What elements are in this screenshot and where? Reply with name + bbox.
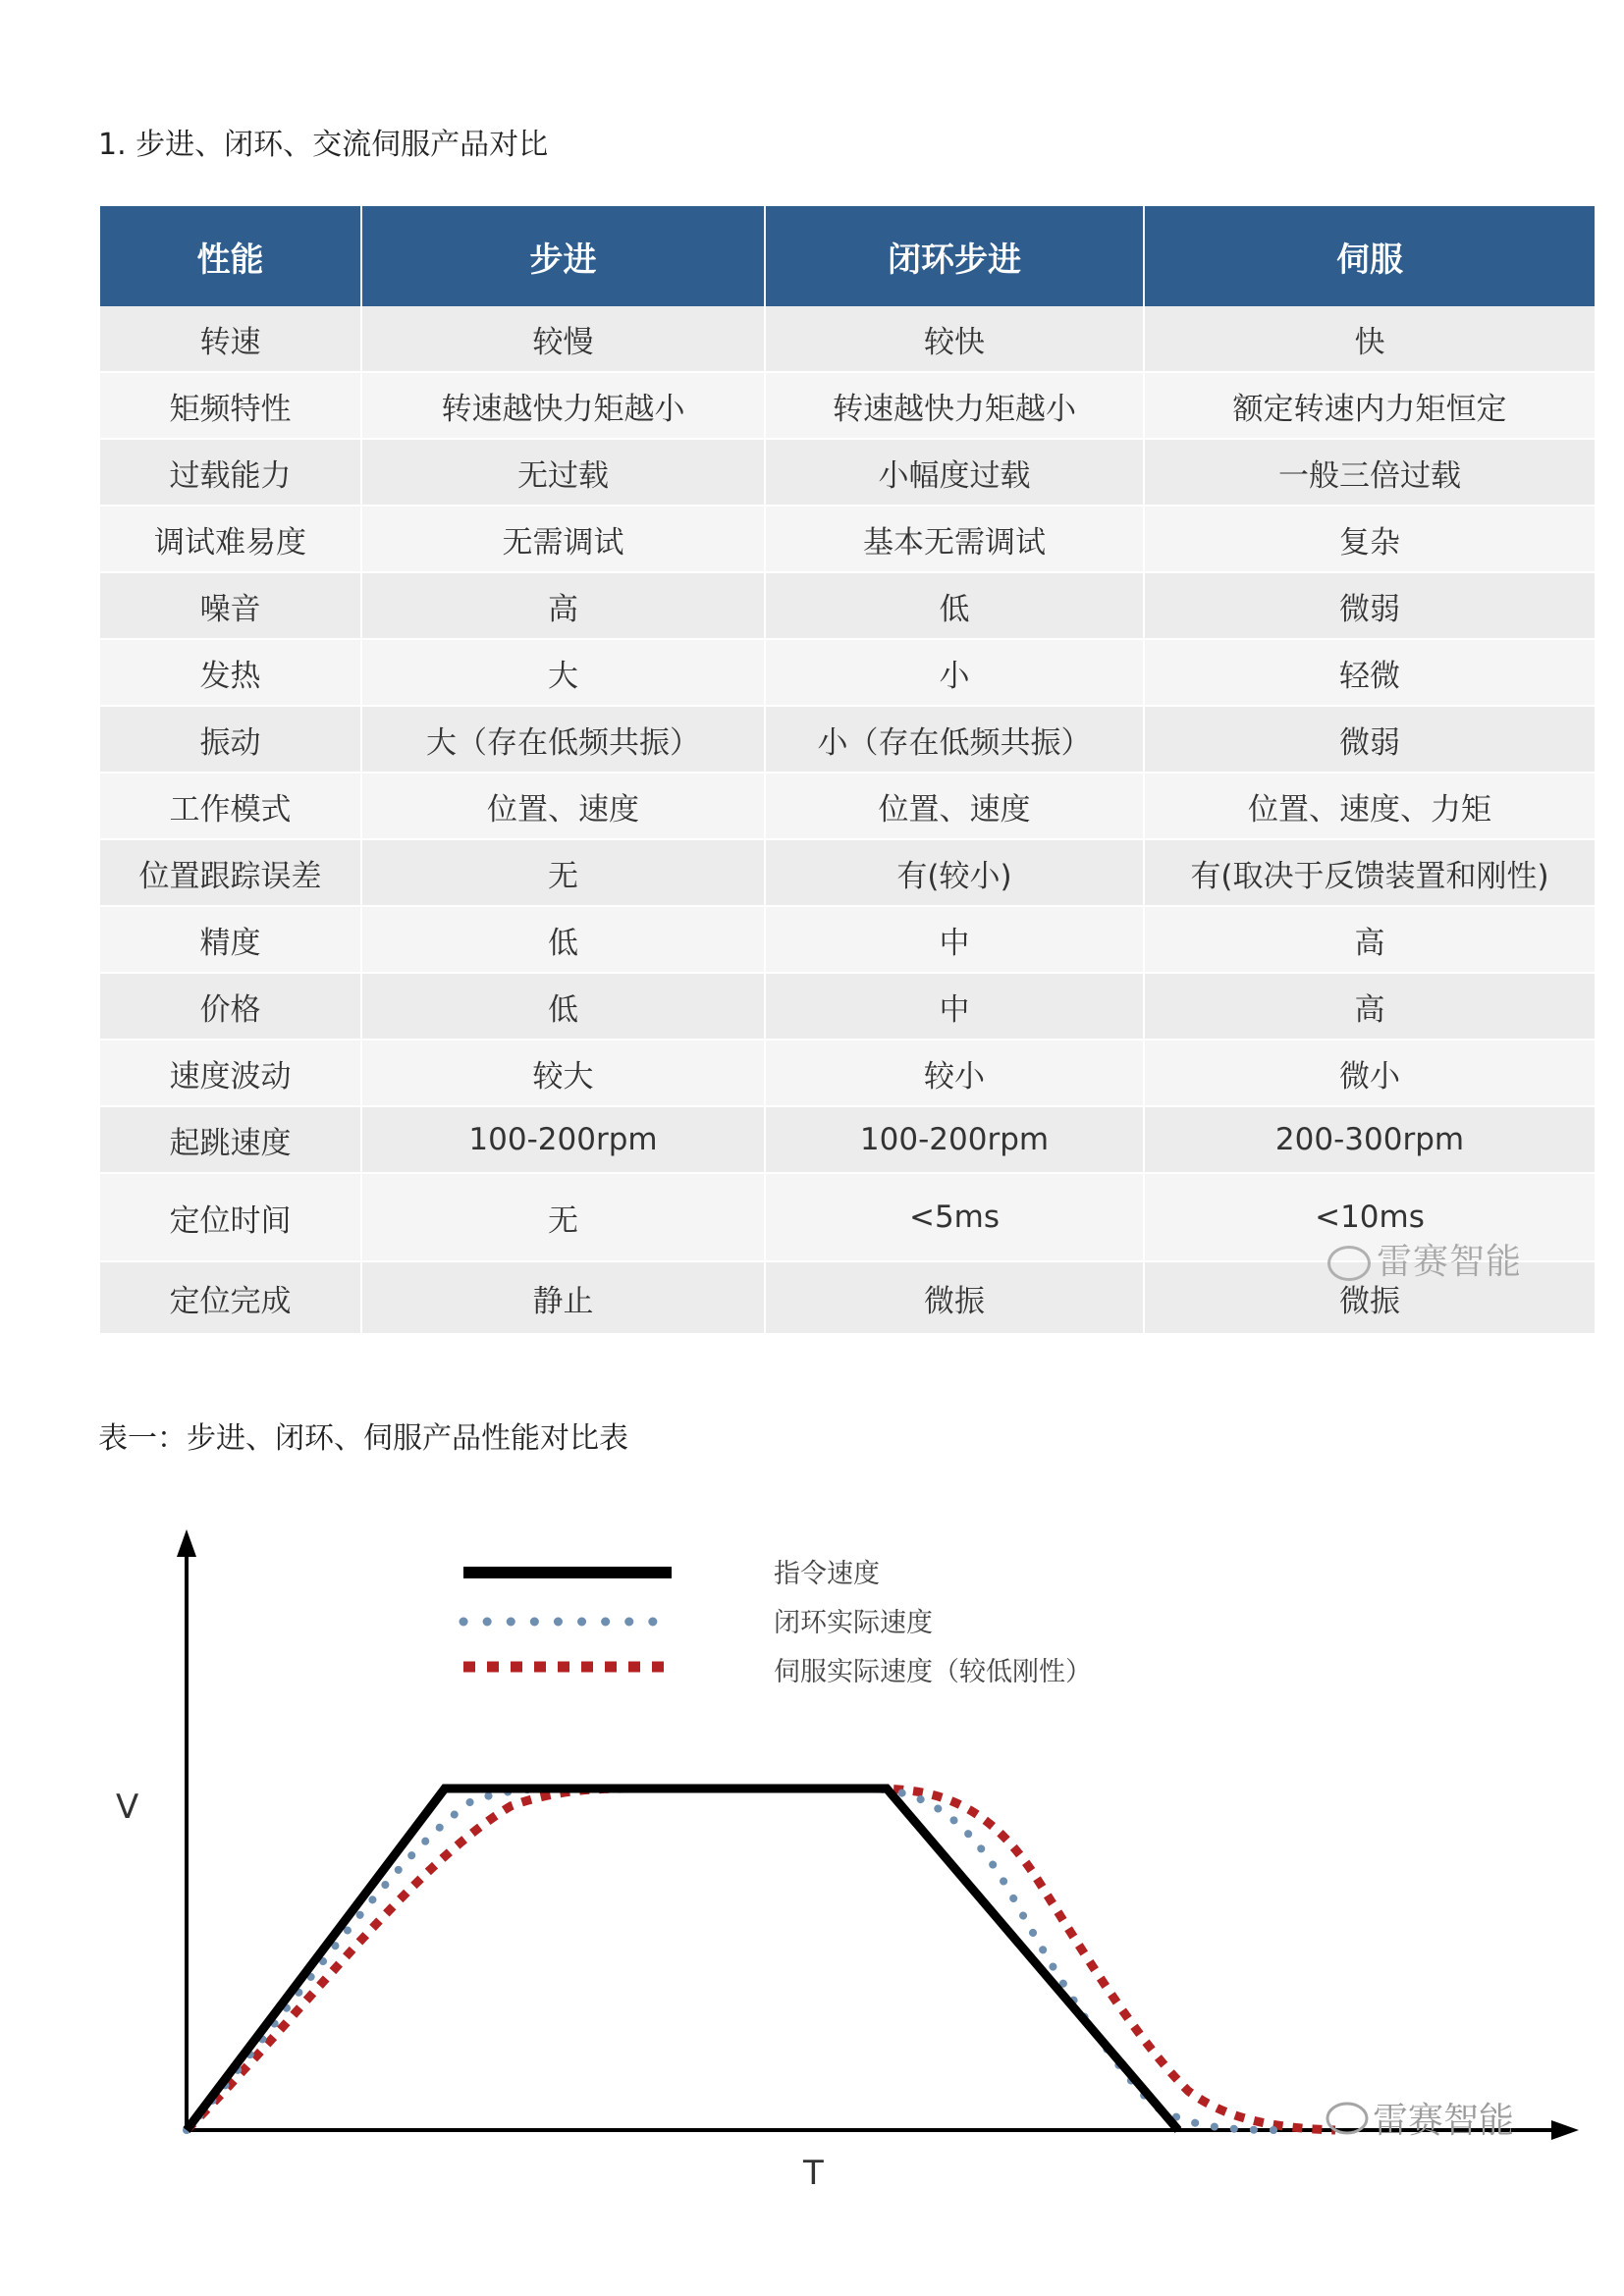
chart-legend — [463, 1559, 1092, 1687]
table-cell: 发热 — [100, 639, 361, 706]
table-cell: 位置、速度、力矩 — [1144, 773, 1595, 839]
table-cell: 100-200rpm — [765, 1106, 1144, 1173]
table-cell: 中 — [765, 906, 1144, 973]
legend-label: 伺服实际速度（较低刚性） — [774, 1657, 1092, 1687]
table-cell: 速度波动 — [100, 1040, 361, 1106]
table-row — [100, 773, 1595, 839]
legend-label: 指令速度 — [774, 1559, 880, 1589]
legend-label: 闭环实际速度 — [774, 1608, 933, 1638]
table-cell: 位置、速度 — [765, 773, 1144, 839]
table-cell: 定位完成 — [100, 1261, 361, 1334]
table-cell: 大（存在低频共振） — [361, 706, 765, 773]
table-cell: 转速 — [100, 306, 361, 372]
table-cell: 噪音 — [100, 572, 361, 639]
table-cell: 低 — [361, 906, 765, 973]
table-cell: 小 — [765, 639, 1144, 706]
x-axis-label: T — [803, 2154, 824, 2193]
table-row — [100, 572, 1595, 639]
y-axis-arrow — [177, 1529, 196, 1557]
table-cell: 振动 — [100, 706, 361, 773]
table-cell: 高 — [1144, 906, 1595, 973]
table-cell: 矩频特性 — [100, 372, 361, 439]
table-caption: 表一：步进、闭环、伺服产品性能对比表 — [98, 1421, 628, 1456]
table-cell: 额定转速内力矩恒定 — [1144, 372, 1595, 439]
table-header-row — [100, 206, 1595, 306]
table-cell: 微振 — [765, 1261, 1144, 1334]
table-cell: 价格 — [100, 973, 361, 1040]
table-cell: 无过载 — [361, 439, 765, 506]
table-cell: 100-200rpm — [361, 1106, 765, 1173]
table-cell: 转速越快力矩越小 — [765, 372, 1144, 439]
table-row — [100, 706, 1595, 773]
table-cell: 微弱 — [1144, 572, 1595, 639]
table-row — [100, 639, 1595, 706]
table-cell: 较大 — [361, 1040, 765, 1106]
table-cell: <5ms — [765, 1173, 1144, 1261]
table-cell: 200-300rpm — [1144, 1106, 1595, 1173]
table-cell: 高 — [361, 572, 765, 639]
table-cell: 微弱 — [1144, 706, 1595, 773]
table-header-cell: 闭环步进 — [765, 206, 1144, 306]
table-row — [100, 1106, 1595, 1173]
table-row — [100, 1040, 1595, 1106]
watermark-text: 雷赛智能 — [1373, 2101, 1515, 2141]
table-cell: 低 — [361, 973, 765, 1040]
table-cell: 无 — [361, 839, 765, 906]
series-closed-loop-curve — [187, 1789, 1276, 2130]
table-cell: 较快 — [765, 306, 1144, 372]
table-header-cell: 伺服 — [1144, 206, 1595, 306]
table-cell: 无 — [361, 1173, 765, 1261]
table-row — [100, 372, 1595, 439]
table-cell: 定位时间 — [100, 1173, 361, 1261]
table-cell: 一般三倍过载 — [1144, 439, 1595, 506]
table-cell: 基本无需调试 — [765, 506, 1144, 572]
table-cell: 调试难易度 — [100, 506, 361, 572]
comparison-table — [100, 206, 1595, 1335]
table-cell: 小（存在低频共振） — [765, 706, 1144, 773]
watermark-text: 雷赛智能 — [1377, 1242, 1523, 1282]
table-cell: 大 — [361, 639, 765, 706]
table-cell: 复杂 — [1144, 506, 1595, 572]
table-cell: 有(取决于反馈装置和刚性) — [1144, 839, 1595, 906]
table-cell: 工作模式 — [100, 773, 361, 839]
table-cell: 转速越快力矩越小 — [361, 372, 765, 439]
table-cell: 微振 — [1144, 1261, 1595, 1334]
table-row — [100, 506, 1595, 572]
table-cell: 快 — [1144, 306, 1595, 372]
table-row — [100, 973, 1595, 1040]
table-header-cell: 性能 — [100, 206, 361, 306]
table-cell: 无需调试 — [361, 506, 765, 572]
table-row — [100, 439, 1595, 506]
table-cell: 轻微 — [1144, 639, 1595, 706]
chart-watermark — [1327, 2101, 1514, 2141]
table-cell: <10ms — [1144, 1173, 1595, 1261]
table-cell: 精度 — [100, 906, 361, 973]
velocity-chart — [0, 1512, 1624, 2199]
table-row — [100, 839, 1595, 906]
table-cell: 高 — [1144, 973, 1595, 1040]
watermark — [1327, 1234, 1522, 1284]
table-cell: 中 — [765, 973, 1144, 1040]
table-cell: 较小 — [765, 1040, 1144, 1106]
x-axis-arrow — [1551, 2120, 1579, 2140]
table-cell: 起跳速度 — [100, 1106, 361, 1173]
table-cell: 小幅度过载 — [765, 439, 1144, 506]
table-cell: 过载能力 — [100, 439, 361, 506]
series-command-line — [187, 1789, 1178, 2130]
wechat-icon — [1327, 1246, 1371, 1281]
table-cell: 位置、速度 — [361, 773, 765, 839]
section-heading: 1. 步进、闭环、交流伺服产品对比 — [98, 128, 549, 162]
table-cell: 低 — [765, 572, 1144, 639]
series-servo-curve — [187, 1789, 1335, 2130]
table-cell: 位置跟踪误差 — [100, 839, 361, 906]
table-cell: 较慢 — [361, 306, 765, 372]
table-row — [100, 306, 1595, 372]
table-cell: 静止 — [361, 1261, 765, 1334]
table-row — [100, 906, 1595, 973]
table-cell: 微小 — [1144, 1040, 1595, 1106]
y-axis-label: V — [116, 1788, 139, 1827]
table-cell: 有(较小) — [765, 839, 1144, 906]
table-header-cell: 步进 — [361, 206, 765, 306]
